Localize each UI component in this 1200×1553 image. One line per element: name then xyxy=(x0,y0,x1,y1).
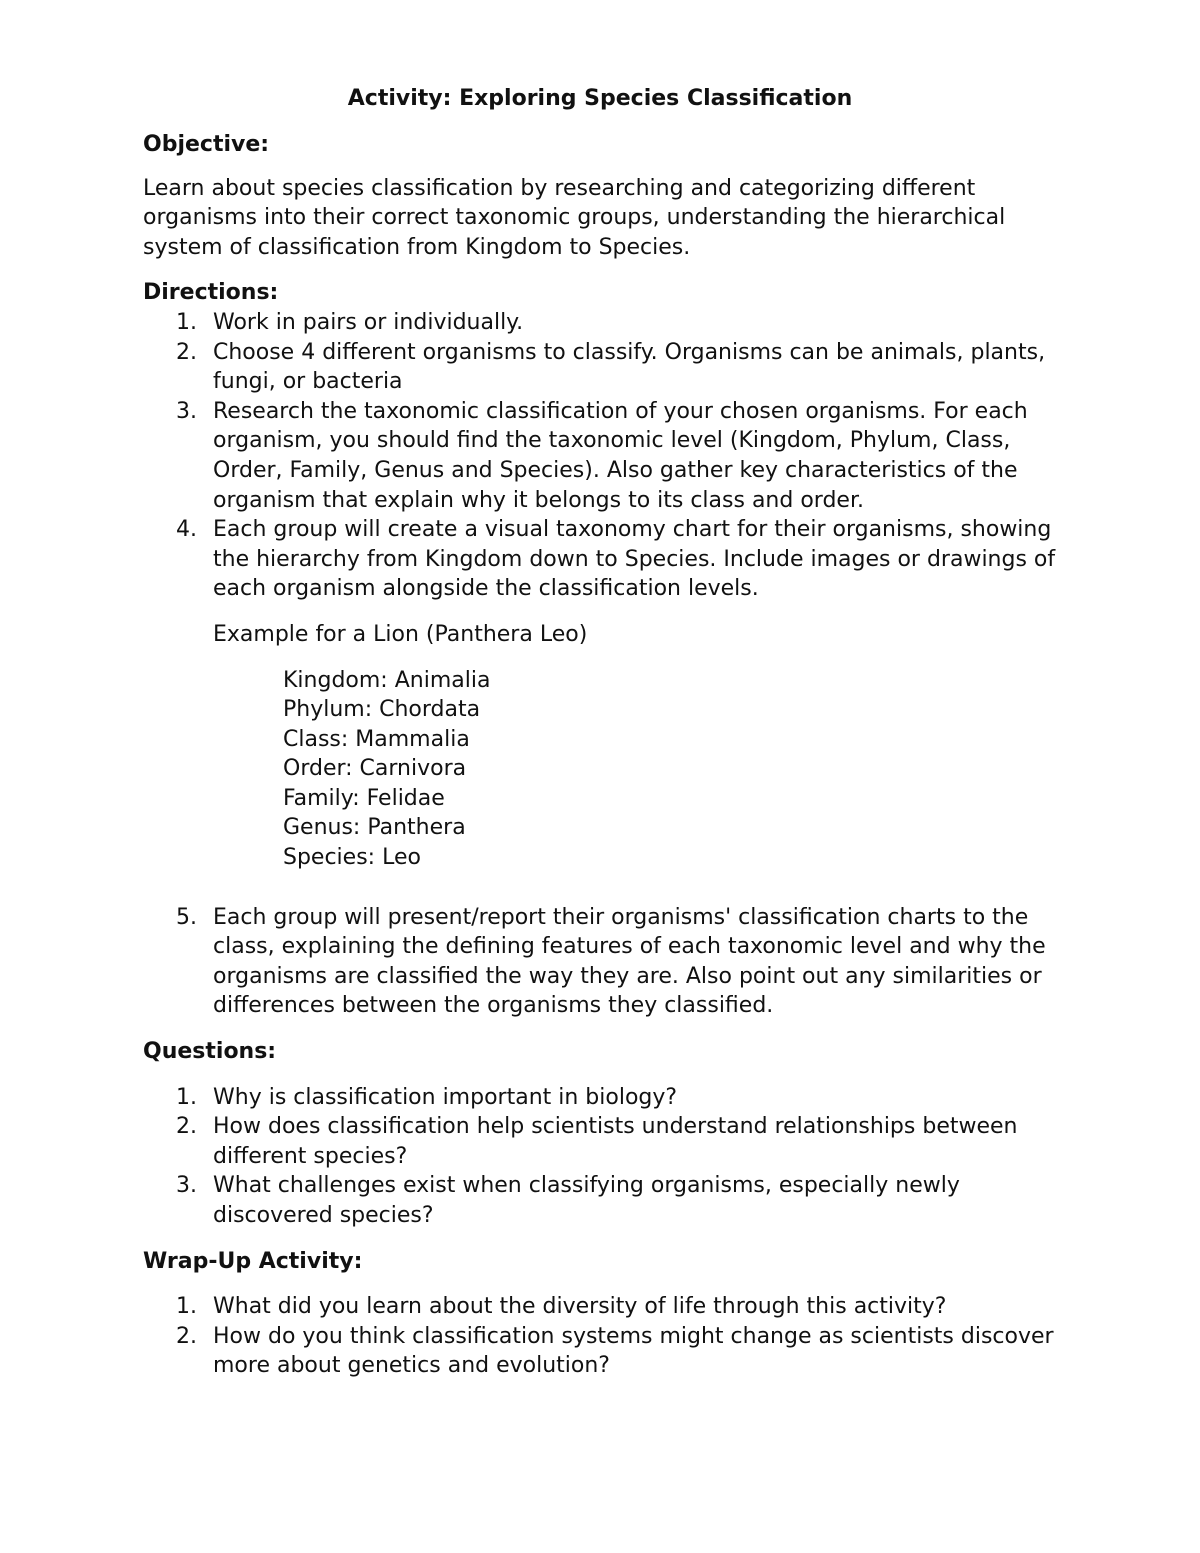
list-number: 3. xyxy=(176,398,197,424)
list-text: Research the taxonomic classification of your chosen organisms. For each organism, you should find the taxonomic level (Kingdom, Phylum, Class, Order, Family, Genus and Species). Also gather key characteristics of the organism that explain why it belongs to its class and order. xyxy=(213,398,1028,513)
list-text: How does classification help scientists understand relationships between different species? xyxy=(213,1114,1018,1169)
level-genus: Genus: Panthera xyxy=(283,815,466,841)
level-kingdom: Kingdom: Animalia xyxy=(283,667,491,693)
directions-heading: Directions: xyxy=(143,280,279,306)
list-number: 1. xyxy=(176,1294,197,1320)
level-family: Family: Felidae xyxy=(283,785,445,811)
level-order: Order: Carnivora xyxy=(283,756,467,782)
list-number: 2. xyxy=(176,1323,197,1349)
list-number: 1. xyxy=(176,309,197,335)
document-title: Activity: Exploring Species Classification xyxy=(347,86,853,111)
list-text: How do you think classification systems might change as scientists discover more about genetics and evolution? xyxy=(213,1323,1054,1379)
directions-item xyxy=(143,397,1063,515)
directions-list xyxy=(143,308,1063,604)
list-text: Choose 4 different organisms to classify. Organisms can be animals, plants, fungi, or bacteria xyxy=(213,339,1046,395)
list-number: 5. xyxy=(176,904,197,930)
document-page xyxy=(143,84,1063,1381)
list-number: 2. xyxy=(176,1114,197,1140)
example-levels xyxy=(143,666,1063,873)
wrapup-item xyxy=(143,1322,1063,1381)
directions-item xyxy=(143,515,1063,604)
wrapup-list xyxy=(143,1292,1063,1381)
questions-heading: Questions: xyxy=(143,1039,277,1065)
list-number: 4. xyxy=(176,517,197,543)
wrapup-item xyxy=(143,1292,1063,1322)
list-text: Why is classification important in biology? xyxy=(213,1084,678,1110)
directions-item xyxy=(143,308,1063,338)
question-item xyxy=(143,1112,1063,1171)
questions-list xyxy=(143,1083,1063,1231)
directions-list-continued xyxy=(143,903,1063,1021)
level-class: Class: Mammalia xyxy=(283,726,470,752)
list-text: Each group will present/report their organisms' classification charts to the class, explaining the defining features of each taxonomic level and why the organisms are classified the way they are. Also point out any similarities or differences between the organisms they classified. xyxy=(213,904,1046,1019)
list-number: 1. xyxy=(176,1084,197,1110)
directions-item xyxy=(143,903,1063,1021)
objective-heading: Objective: xyxy=(143,132,270,157)
list-text: Each group will create a visual taxonomy chart for their organisms, showing the hierarchy from Kingdom down to Species. Include images or drawings of each organism alongside the classification levels. xyxy=(213,517,1056,602)
level-phylum: Phylum: Chordata xyxy=(283,697,481,723)
example-label: Example for a Lion (Panthera Leo) xyxy=(213,621,588,647)
directions-item xyxy=(143,338,1063,397)
question-item xyxy=(143,1083,1063,1113)
list-text: Work in pairs or individually. xyxy=(213,309,524,335)
wrapup-heading: Wrap-Up Activity: xyxy=(143,1248,363,1274)
list-number: 3. xyxy=(176,1173,197,1199)
list-number: 2. xyxy=(176,339,197,365)
question-item xyxy=(143,1171,1063,1230)
list-text: What challenges exist when classifying organisms, especially newly discovered species? xyxy=(213,1173,960,1228)
level-species: Species: Leo xyxy=(283,845,421,871)
objective-text: Learn about species classification by researching and categorizing different organisms into their correct taxonomic groups, understanding the hierarchical system of classification from Kingdom to Species. xyxy=(143,175,1006,260)
list-text: What did you learn about the diversity of life through this activity? xyxy=(213,1294,947,1320)
